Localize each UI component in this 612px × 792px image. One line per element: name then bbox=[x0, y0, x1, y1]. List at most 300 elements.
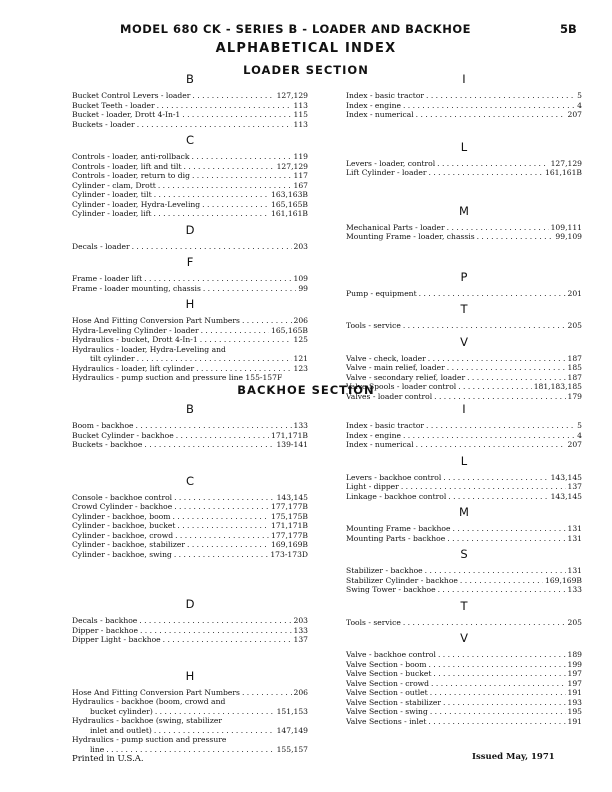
entry-title: Boom - backhoe bbox=[72, 421, 134, 430]
index-entry bbox=[72, 200, 308, 210]
entry-title: Levers - backhoe control bbox=[346, 472, 442, 482]
entry-page: 203 bbox=[293, 241, 308, 251]
entry-page: 5 bbox=[577, 421, 582, 430]
dot-leader bbox=[136, 421, 292, 431]
index-entry bbox=[346, 660, 582, 670]
entry-page: 139-141 bbox=[276, 440, 308, 449]
entry-page: 119 bbox=[293, 152, 308, 161]
index-group-b bbox=[72, 72, 308, 129]
index-entry bbox=[72, 726, 308, 736]
index-entry bbox=[72, 364, 308, 374]
index-entry bbox=[72, 91, 308, 101]
entry-page: 189 bbox=[567, 650, 582, 659]
index-entry bbox=[72, 335, 308, 345]
entry-page: 161,161B bbox=[271, 209, 308, 218]
entry-title: Hydra-Leveling Cylinder - loader bbox=[72, 325, 199, 335]
entry-page: 205 bbox=[567, 321, 582, 330]
entry-title: Valve Section - swing bbox=[346, 707, 428, 716]
entry-title: Bucket Cylinder - backhoe bbox=[72, 430, 174, 440]
index-entry bbox=[346, 688, 582, 698]
index-entry bbox=[346, 168, 582, 178]
index-group-d bbox=[72, 597, 308, 645]
entry-title: Valve Sections - inlet bbox=[346, 716, 427, 726]
dot-leader bbox=[431, 679, 565, 689]
entry-title: Buckets - backhoe bbox=[72, 440, 143, 449]
entry-title: Dipper - backhoe bbox=[72, 625, 138, 635]
index-group-i bbox=[346, 402, 582, 450]
entry-page: 207 bbox=[567, 440, 582, 449]
entry-page: 185 bbox=[567, 363, 582, 372]
index-letter: S bbox=[460, 547, 468, 561]
index-entry bbox=[346, 492, 582, 502]
entry-title: Controls - loader, anti-rollback bbox=[72, 152, 190, 161]
dot-leader bbox=[443, 473, 548, 483]
loader-right-column bbox=[346, 68, 582, 401]
index-entry bbox=[346, 101, 582, 111]
index-letter: L bbox=[460, 139, 468, 154]
index-entry bbox=[72, 101, 308, 111]
index-entry bbox=[72, 493, 308, 503]
entry-title: Hose And Fitting Conversion Part Numbers bbox=[72, 687, 240, 697]
index-group-m bbox=[346, 505, 582, 543]
dot-leader bbox=[201, 326, 269, 336]
entry-page: 173-173D bbox=[270, 549, 308, 559]
index-entry bbox=[72, 707, 308, 717]
dot-leader bbox=[153, 209, 269, 219]
index-entry bbox=[346, 321, 582, 331]
index-group-h bbox=[72, 297, 308, 383]
dot-leader bbox=[200, 335, 292, 345]
entry-page: 165,165B bbox=[271, 325, 308, 335]
entry-page: 187 bbox=[567, 353, 582, 363]
index-letter: D bbox=[185, 222, 195, 237]
dot-leader bbox=[137, 120, 292, 130]
dot-leader bbox=[403, 431, 575, 441]
backhoe-section-title: BACKHOE SECTION bbox=[237, 383, 375, 397]
entry-page: 143,145 bbox=[550, 472, 582, 482]
entry-page: 195 bbox=[567, 707, 582, 716]
index-group-c bbox=[72, 133, 308, 219]
entry-page: 207 bbox=[567, 110, 582, 119]
entry-title: Mounting Frame - backhoe bbox=[346, 524, 451, 533]
entry-title: Valve - secondary relief, loader bbox=[346, 372, 466, 382]
entry-page: 115 bbox=[293, 110, 308, 119]
dot-leader bbox=[430, 688, 566, 698]
entry-title: Hydraulics - backhoe (boom, crowd and bbox=[72, 697, 226, 706]
dot-leader bbox=[139, 616, 291, 626]
entry-title: Levers - loader, control bbox=[346, 158, 436, 168]
index-letter: B bbox=[186, 72, 194, 86]
entry-title: Index - basic tractor bbox=[346, 91, 425, 100]
entry-page: 133 bbox=[293, 625, 308, 635]
index-entry bbox=[72, 354, 308, 364]
entry-title: Cylinder - loader, Hydra-Leveling bbox=[72, 199, 201, 209]
entry-page: 199 bbox=[567, 659, 582, 669]
index-letter: I bbox=[462, 72, 466, 86]
index-entry bbox=[72, 326, 308, 336]
dot-leader bbox=[196, 364, 291, 374]
index-letter: T bbox=[460, 302, 468, 316]
dot-leader bbox=[242, 316, 292, 326]
dot-leader bbox=[425, 566, 566, 576]
entry-title: inlet and outlet) bbox=[90, 725, 152, 735]
index-letter: V bbox=[460, 631, 468, 645]
entry-title: bucket cylinder) bbox=[90, 706, 153, 716]
dot-leader bbox=[448, 492, 548, 502]
index-entry bbox=[72, 735, 308, 745]
model-header: MODEL 680 CK - SERIES B - LOADER AND BACKHOE bbox=[120, 22, 471, 36]
entry-title: Valve Section - outlet bbox=[346, 688, 428, 697]
entry-page: 171,171B bbox=[271, 430, 308, 440]
dot-leader bbox=[416, 440, 566, 450]
index-group-h bbox=[72, 669, 308, 755]
index-entry bbox=[72, 152, 308, 162]
index-entry bbox=[72, 209, 308, 219]
index-entry bbox=[346, 363, 582, 373]
index-entry bbox=[72, 373, 308, 383]
index-entry bbox=[72, 531, 308, 541]
entry-page: 4 bbox=[577, 100, 582, 110]
index-letter: H bbox=[185, 668, 195, 683]
entry-title: Hose And Fitting Conversion Part Numbers bbox=[72, 316, 240, 325]
dot-leader bbox=[182, 110, 291, 120]
entry-page: 131 bbox=[567, 566, 582, 575]
entry-title: Valve Section - boom bbox=[346, 659, 427, 669]
dot-leader bbox=[437, 159, 548, 169]
entry-page: 171,171B bbox=[271, 521, 308, 530]
entry-title: Hydraulics - pump suction and pressure bbox=[72, 735, 227, 744]
entry-title: Index - engine bbox=[346, 100, 401, 110]
entry-title: tilt cylinder bbox=[90, 354, 135, 363]
entry-page: 143,145 bbox=[550, 491, 582, 501]
index-entry bbox=[346, 524, 582, 534]
dot-leader bbox=[403, 321, 566, 331]
index-entry bbox=[72, 716, 308, 726]
dot-leader bbox=[192, 91, 274, 101]
entry-title: Valve Section - stabilizer bbox=[346, 697, 441, 707]
index-entry bbox=[72, 440, 308, 450]
index-group-t bbox=[346, 599, 582, 628]
entry-title: Stabilizer Cylinder - backhoe bbox=[346, 575, 458, 585]
dot-leader bbox=[447, 534, 565, 544]
entry-title: Hydraulics - backhoe (swing, stabilizer bbox=[72, 716, 222, 725]
entry-title: Valve Section - bucket bbox=[346, 669, 432, 678]
entry-page: 131 bbox=[567, 524, 582, 533]
entry-page: 5 bbox=[577, 91, 582, 100]
dot-leader bbox=[158, 181, 292, 191]
entry-page: 147,149 bbox=[276, 725, 308, 735]
dot-leader bbox=[174, 493, 275, 503]
dot-leader bbox=[433, 669, 565, 679]
index-entry bbox=[346, 431, 582, 441]
dot-leader bbox=[175, 531, 269, 541]
index-entry bbox=[346, 650, 582, 660]
index-entry bbox=[346, 91, 582, 101]
dot-leader bbox=[157, 101, 292, 111]
entry-title: Index - basic tractor bbox=[346, 421, 425, 430]
index-entry bbox=[72, 120, 308, 130]
dot-leader bbox=[144, 440, 274, 450]
dot-leader bbox=[154, 190, 269, 200]
entry-title: Mounting Frame - loader, chassis bbox=[346, 232, 475, 241]
dot-leader bbox=[426, 421, 575, 431]
index-entry bbox=[346, 618, 582, 628]
entry-title: Frame - loader mounting, chassis bbox=[72, 283, 201, 293]
index-entry bbox=[346, 289, 582, 299]
entry-page: 133 bbox=[293, 421, 308, 430]
index-letter: L bbox=[460, 453, 468, 468]
entry-title: Cylinder - backhoe, stabilizer bbox=[72, 540, 186, 549]
index-letter: D bbox=[185, 597, 195, 611]
index-entry bbox=[346, 534, 582, 544]
dot-leader bbox=[177, 521, 269, 531]
index-entry bbox=[72, 345, 308, 355]
index-entry bbox=[346, 669, 582, 679]
index-letter: B bbox=[186, 402, 194, 416]
entry-title: Index - numerical bbox=[346, 110, 414, 119]
index-entry bbox=[72, 626, 308, 636]
dot-leader bbox=[443, 698, 566, 708]
entry-page: 121 bbox=[293, 354, 308, 363]
index-group-f bbox=[72, 255, 308, 293]
index-group-l bbox=[346, 454, 582, 502]
entry-title: Bucket - loader, Drott 4-In-1 bbox=[72, 110, 181, 119]
entry-page: 193 bbox=[567, 697, 582, 707]
loader-left-column bbox=[72, 68, 308, 383]
index-entry bbox=[72, 242, 308, 252]
entry-title: Valve - main relief, loader bbox=[346, 363, 445, 372]
index-group-d bbox=[72, 223, 308, 252]
entry-title: Cylinder - backhoe, boom bbox=[72, 511, 171, 521]
entry-title: Linkage - backhoe control bbox=[346, 491, 447, 501]
entry-title: Lift Cylinder - loader bbox=[346, 168, 427, 177]
index-entry bbox=[346, 110, 582, 120]
entry-title: Tools - service bbox=[346, 617, 401, 627]
index-group-l bbox=[346, 140, 582, 178]
entry-page: 191 bbox=[567, 688, 582, 697]
index-group-i bbox=[346, 72, 582, 120]
entry-title: Mechanical Parts - loader bbox=[346, 222, 445, 232]
index-letter: T bbox=[460, 598, 468, 613]
index-entry bbox=[72, 540, 308, 550]
entry-page: 151,153 bbox=[276, 706, 308, 716]
entry-page: 177,177B bbox=[271, 502, 308, 511]
dot-leader bbox=[403, 101, 575, 111]
entry-title: line bbox=[90, 744, 105, 754]
index-entry bbox=[72, 697, 308, 707]
index-entry bbox=[346, 223, 582, 233]
dot-leader bbox=[163, 635, 292, 645]
index-entry bbox=[72, 171, 308, 181]
page-title: ALPHABETICAL INDEX bbox=[215, 41, 397, 56]
entry-page: 197 bbox=[567, 669, 582, 678]
dot-leader bbox=[154, 726, 275, 736]
entry-page: 165,165B bbox=[271, 199, 308, 209]
dot-leader bbox=[174, 550, 269, 560]
index-letter: V bbox=[460, 334, 468, 349]
entry-title: Mounting Parts - backhoe bbox=[346, 533, 446, 543]
entry-title: Hydraulics - bucket, Drott 4-In-1 bbox=[72, 335, 198, 344]
dot-leader bbox=[187, 540, 269, 550]
dot-leader bbox=[430, 707, 566, 717]
entry-title: Crowd Cylinder - backhoe bbox=[72, 502, 173, 511]
entry-page: 206 bbox=[293, 687, 308, 697]
index-entry bbox=[72, 745, 308, 755]
entry-page: 179 bbox=[567, 391, 582, 401]
index-entry bbox=[72, 512, 308, 522]
entry-title: Cylinder - backhoe, bucket bbox=[72, 521, 176, 530]
entry-page: 177,177B bbox=[271, 530, 308, 540]
entry-page: 99 bbox=[298, 283, 308, 293]
dot-leader bbox=[438, 650, 566, 660]
index-entry bbox=[346, 440, 582, 450]
index-entry bbox=[346, 373, 582, 383]
entry-page: 205 bbox=[567, 617, 582, 627]
entry-title: Bucket Control Levers - loader bbox=[72, 91, 191, 100]
index-entry bbox=[346, 717, 582, 727]
entry-title: Controls - loader, lift and tilt bbox=[72, 161, 182, 171]
dot-leader bbox=[203, 284, 296, 294]
index-group-m bbox=[346, 204, 582, 242]
index-entry bbox=[346, 679, 582, 689]
index-group-s bbox=[346, 547, 582, 595]
dot-leader bbox=[172, 512, 269, 522]
index-entry bbox=[346, 585, 582, 595]
entry-page: 175,175B bbox=[271, 511, 308, 521]
entry-title: Hydraulics - loader, Hydra-Leveling and bbox=[72, 344, 226, 354]
entry-page: 109 bbox=[293, 274, 308, 283]
index-letter: F bbox=[186, 255, 194, 269]
entry-page: 127,129 bbox=[276, 91, 308, 100]
index-entry bbox=[346, 566, 582, 576]
dot-leader bbox=[174, 502, 269, 512]
entry-title: Pump - equipment bbox=[346, 288, 417, 298]
index-entry bbox=[346, 707, 582, 717]
entry-page: 127,129 bbox=[276, 161, 308, 171]
entry-page: 99,109 bbox=[555, 232, 582, 241]
dot-leader bbox=[428, 717, 565, 727]
dot-leader bbox=[106, 745, 274, 755]
index-entry bbox=[72, 635, 308, 645]
index-entry bbox=[346, 482, 582, 492]
entry-title: Valve - check, loader bbox=[346, 353, 426, 363]
dot-leader bbox=[137, 354, 292, 364]
entry-title: Cylinder - clam, Drott bbox=[72, 180, 156, 190]
entry-page: 191 bbox=[567, 716, 582, 726]
index-entry bbox=[346, 576, 582, 586]
entry-page: 169,169B bbox=[271, 540, 308, 549]
entry-title: Controls - loader, return to dig bbox=[72, 171, 190, 180]
index-entry bbox=[72, 550, 308, 560]
entry-page: 113 bbox=[293, 119, 308, 129]
backhoe-left-column bbox=[72, 398, 308, 754]
entry-page: 169,169B bbox=[545, 575, 582, 585]
entry-title: Bucket Teeth - loader bbox=[72, 100, 155, 110]
index-letter: C bbox=[185, 473, 195, 488]
dot-leader bbox=[447, 363, 566, 373]
index-entry bbox=[346, 354, 582, 364]
index-group-b bbox=[72, 402, 308, 450]
entry-page: 181,183,185 bbox=[533, 382, 582, 391]
entry-page: 187 bbox=[567, 372, 582, 382]
dot-leader bbox=[429, 168, 544, 178]
dot-leader bbox=[176, 431, 269, 441]
entry-title: Buckets - loader bbox=[72, 119, 135, 129]
entry-page: 161,161B bbox=[545, 168, 582, 177]
dot-leader bbox=[401, 482, 566, 492]
entry-page: 201 bbox=[567, 288, 582, 298]
entry-title: Index - numerical bbox=[346, 440, 414, 449]
index-group-c bbox=[72, 474, 308, 560]
dot-leader bbox=[184, 162, 275, 172]
entry-page: 125 bbox=[293, 335, 308, 344]
index-letter: C bbox=[185, 133, 195, 147]
entry-title: Cylinder - loader, tilt bbox=[72, 190, 152, 199]
dot-leader bbox=[428, 354, 566, 364]
index-group-t bbox=[346, 302, 582, 331]
index-entry bbox=[72, 521, 308, 531]
dot-leader bbox=[438, 585, 566, 595]
entry-title: Console - backhoe control bbox=[72, 492, 173, 502]
dot-leader bbox=[416, 110, 566, 120]
dot-leader bbox=[202, 200, 269, 210]
entry-title: Hydraulics - loader, lift cylinder bbox=[72, 363, 195, 373]
dot-leader bbox=[419, 289, 566, 299]
entry-title: Hydraulics - pump suction and pressure line 155-157F bbox=[72, 373, 283, 382]
entry-page: 155,157 bbox=[276, 744, 308, 754]
dot-leader bbox=[155, 707, 275, 717]
index-entry bbox=[72, 274, 308, 284]
entry-title: Frame - loader lift bbox=[72, 274, 143, 283]
entry-page: 137 bbox=[567, 482, 582, 491]
printed-note: Printed in U.S.A. bbox=[72, 754, 144, 764]
index-letter: M bbox=[459, 203, 469, 218]
entry-title: Decals - loader bbox=[72, 241, 130, 251]
index-entry bbox=[72, 431, 308, 441]
dot-leader bbox=[467, 373, 565, 383]
dot-leader bbox=[453, 524, 566, 534]
index-entry bbox=[346, 421, 582, 431]
index-entry bbox=[72, 162, 308, 172]
entry-title: Swing Tower - backhoe bbox=[346, 585, 436, 594]
entry-title: Stabilizer - backhoe bbox=[346, 566, 423, 575]
entry-title: Tools - service bbox=[346, 321, 401, 330]
entry-title: Valve Section - crowd bbox=[346, 678, 430, 688]
dot-leader bbox=[477, 232, 554, 242]
index-letter: P bbox=[460, 269, 468, 284]
dot-leader bbox=[460, 576, 543, 586]
dot-leader bbox=[192, 171, 292, 181]
entry-page: 133 bbox=[567, 585, 582, 594]
index-entry bbox=[346, 159, 582, 169]
index-entry bbox=[346, 232, 582, 242]
index-entry bbox=[72, 110, 308, 120]
entry-title: Valves - loader control bbox=[346, 391, 433, 401]
dot-leader bbox=[426, 91, 575, 101]
index-group-v bbox=[346, 631, 582, 726]
entry-title: Dipper Light - backhoe bbox=[72, 635, 161, 644]
entry-title: Light - dipper bbox=[346, 482, 399, 491]
entry-page: 123 bbox=[293, 363, 308, 373]
entry-title: Decals - backhoe bbox=[72, 616, 138, 625]
index-entry bbox=[346, 473, 582, 483]
index-letter: I bbox=[462, 402, 466, 416]
index-group-p bbox=[346, 270, 582, 299]
dot-leader bbox=[403, 618, 566, 628]
entry-page: 127,129 bbox=[550, 158, 582, 168]
entry-page: 113 bbox=[293, 100, 308, 110]
entry-title: Index - engine bbox=[346, 430, 401, 440]
